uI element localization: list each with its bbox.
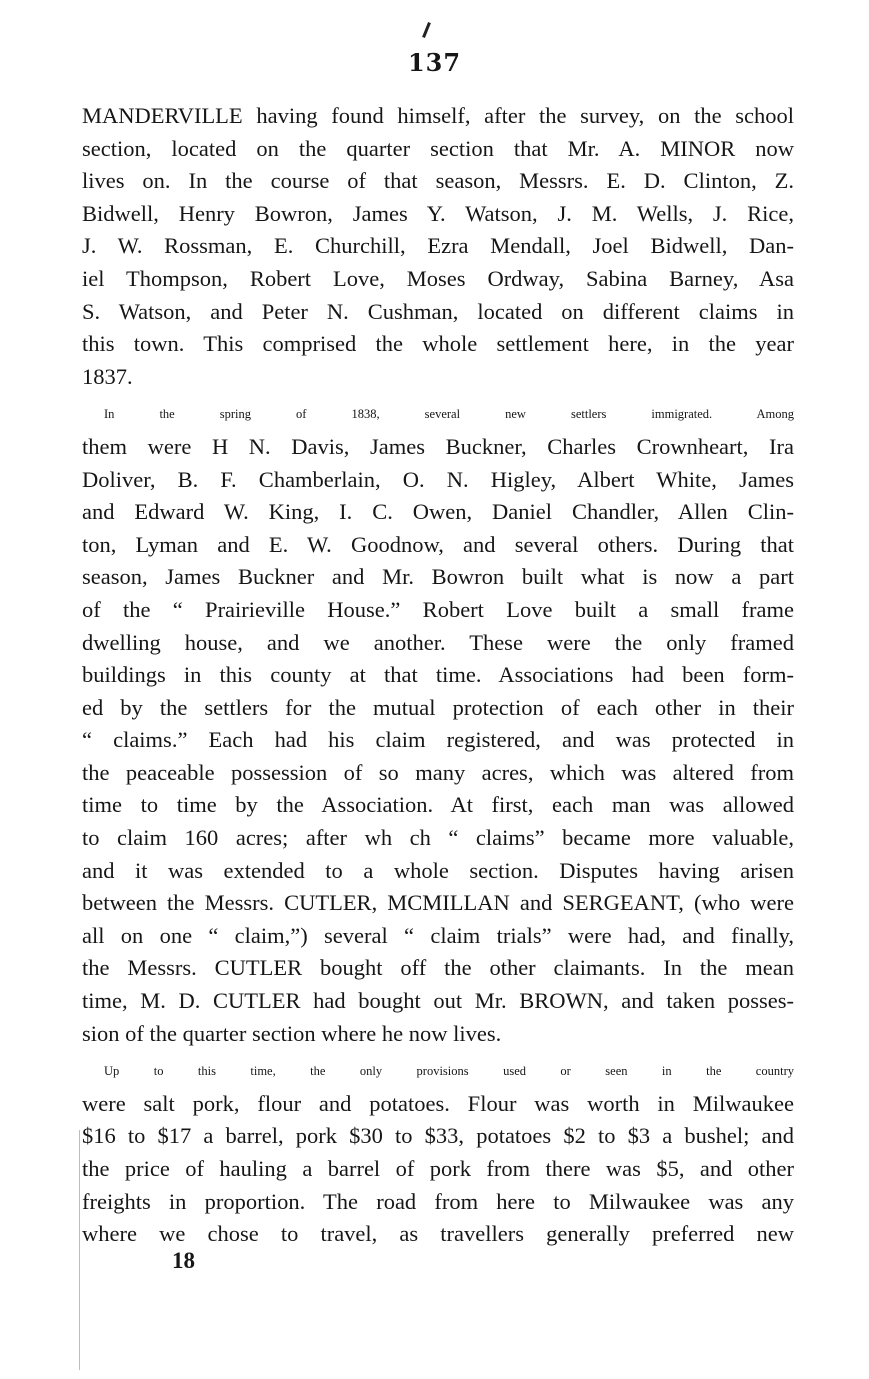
text-line: dwelling house, and we another. These were the only framed [82, 629, 794, 655]
text-line: In the spring of 1838, several new settlers immigrated. Among [104, 407, 794, 422]
signature-mark: 18 [172, 1248, 195, 1273]
text-line: them were H N. Davis, James Buckner, Charles Crownheart, Ira [82, 433, 794, 459]
text-line: J. W. Rossman, E. Churchill, Ezra Mendall, Joel Bidwell, Dan- [82, 233, 794, 259]
paragraph [82, 100, 794, 393]
text-line: season, James Buckner and Mr. Bowron built what is now a part [82, 564, 794, 590]
paragraph [82, 1055, 794, 1251]
text-line: the price of hauling a barrel of pork from there was $5, and other [82, 1156, 794, 1181]
text-line: ed by the settlers for the mutual protection of each other in their [82, 694, 794, 720]
text-line: 1837. [82, 363, 133, 389]
text-line: S. Watson, and Peter N. Cushman, located on different claims in [82, 298, 794, 324]
margin-rule [79, 1130, 80, 1370]
text-line: this town. This comprised the whole settlement here, in the year [82, 331, 794, 357]
text-line: lives on. In the course of that season, Messrs. E. D. Clinton, Z. [82, 168, 794, 194]
text-line: between the Messrs. CUTLER, MCMILLAN and SERGEANT, (who were [82, 890, 794, 916]
text-line: time to time by the Association. At first, each man was allowed [82, 792, 794, 818]
text-line: sion of the quarter section where he now lives. [82, 1020, 502, 1046]
body-text [82, 100, 794, 1251]
text-line: the peaceable possession of so many acres, which was altered from [82, 759, 794, 785]
text-line: ton, Lyman and E. W. Goodnow, and several others. During that [82, 531, 794, 557]
text-line: and it was extended to a whole section. Disputes having arisen [82, 857, 794, 883]
text-line: buildings in this county at that time. Associations had been form- [82, 662, 794, 688]
text-line: iel Thompson, Robert Love, Moses Ordway, Sabina Barney, Asa [82, 265, 794, 291]
page-number: 137 [407, 48, 462, 77]
text-line: and Edward W. King, I. C. Owen, Daniel Chandler, Allen Clin- [82, 499, 794, 525]
text-line: all on one “ claim,”) several “ claim trials” were had, and finally, [82, 922, 794, 948]
text-line: freights in proportion. The road from here to Milwaukee was any [82, 1188, 794, 1214]
text-line: $16 to $17 a barrel, pork $30 to $33, potatoes $2 to $3 a bushel; and [82, 1123, 794, 1149]
text-line: were salt pork, flour and potatoes. Flour was worth in Milwaukee [82, 1090, 794, 1116]
ink-tick-mark [422, 22, 431, 38]
text-line: to claim 160 acres; after wh ch “ claims” became more valuable, [82, 825, 794, 851]
text-line: of the “ Prairieville House.” Robert Love built a small frame [82, 596, 794, 622]
text-line: time, M. D. CUTLER had bought out Mr. BROWN, and taken posses- [82, 988, 794, 1014]
text-line: Bidwell, Henry Bowron, James Y. Watson, J. M. Wells, J. Rice, [82, 200, 794, 226]
text-line: MANDERVILLE having found himself, after the survey, on the school [82, 103, 794, 128]
text-line: Up to this time, the only provisions used or seen in the country [104, 1064, 794, 1079]
text-line: section, located on the quarter section that Mr. A. MINOR now [82, 135, 794, 161]
text-line: where we chose to travel, as travellers generally preferred new [82, 1221, 794, 1247]
paragraph [82, 398, 794, 1050]
text-line: the Messrs. CUTLER bought off the other claimants. In the mean [82, 955, 794, 981]
text-line: Doliver, B. F. Chamberlain, O. N. Higley, Albert White, James [82, 466, 794, 492]
text-line: “ claims.” Each had his claim registered, and was protected in [82, 727, 794, 753]
